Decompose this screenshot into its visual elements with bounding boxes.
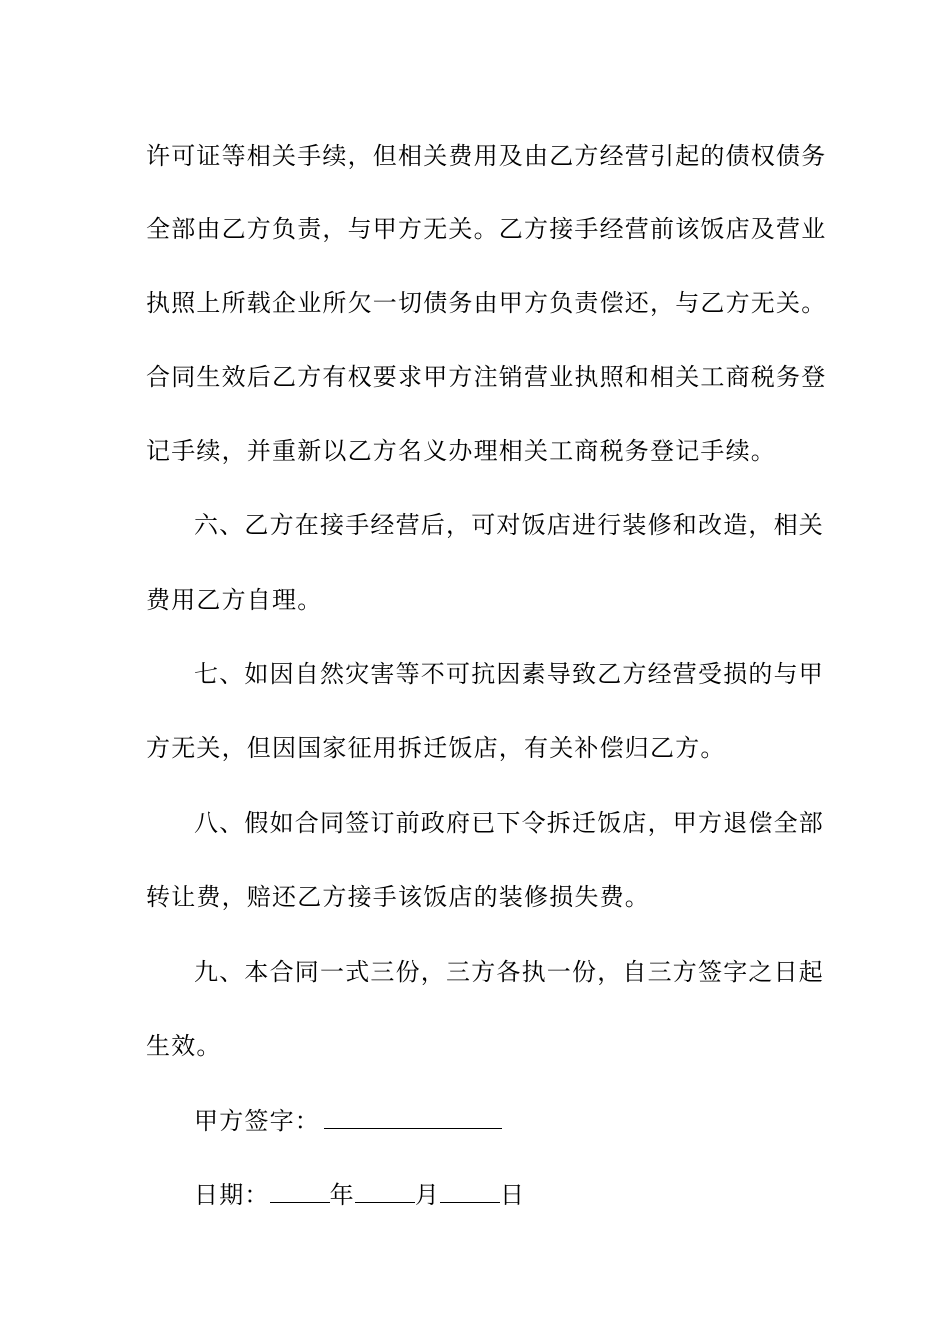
date-line bbox=[194, 1180, 874, 1210]
text-line: 记手续，并重新以乙方名义办理相关工商税务登记手续。 bbox=[146, 437, 776, 465]
day-label: 日 bbox=[500, 1181, 526, 1209]
clause-seven: 七、如因自然灾害等不可抗因素导致乙方经营受损的与甲 bbox=[194, 660, 824, 688]
text-line: 费用乙方自理。 bbox=[146, 586, 323, 614]
signature-blank[interactable] bbox=[324, 1108, 502, 1129]
text-line: 转让费，赔还乙方接手该饭店的装修损失费。 bbox=[146, 883, 650, 911]
month-blank[interactable] bbox=[355, 1182, 415, 1203]
clause-nine: 九、本合同一式三份，三方各执一份，自三方签字之日起 bbox=[194, 958, 824, 986]
month-label: 月 bbox=[414, 1181, 441, 1209]
text-line: 生效。 bbox=[146, 1032, 222, 1060]
clause-eight: 八、假如合同签订前政府已下令拆迁饭店，甲方退偿全部 bbox=[194, 809, 824, 837]
signature-line bbox=[194, 1106, 874, 1136]
text-line: 许可证等相关手续，但相关费用及由乙方经营引起的债权债务 bbox=[146, 142, 827, 170]
signature-label: 甲方签字： bbox=[194, 1107, 320, 1135]
date-label: 日期： bbox=[194, 1181, 270, 1209]
text-line: 执照上所载企业所欠一切债务由甲方负责偿还，与乙方无关。 bbox=[146, 289, 827, 317]
clause-six: 六、乙方在接手经营后，可对饭店进行装修和改造，相关 bbox=[194, 511, 824, 539]
year-label: 年 bbox=[329, 1181, 355, 1209]
year-blank[interactable] bbox=[270, 1182, 330, 1203]
day-blank[interactable] bbox=[440, 1182, 500, 1203]
text-line: 全部由乙方负责，与甲方无关。乙方接手经营前该饭店及营业 bbox=[146, 215, 827, 243]
text-line: 方无关，但因国家征用拆迁饭店，有关补偿归乙方。 bbox=[146, 734, 726, 762]
text-line: 合同生效后乙方有权要求甲方注销营业执照和相关工商税务登 bbox=[146, 363, 827, 391]
